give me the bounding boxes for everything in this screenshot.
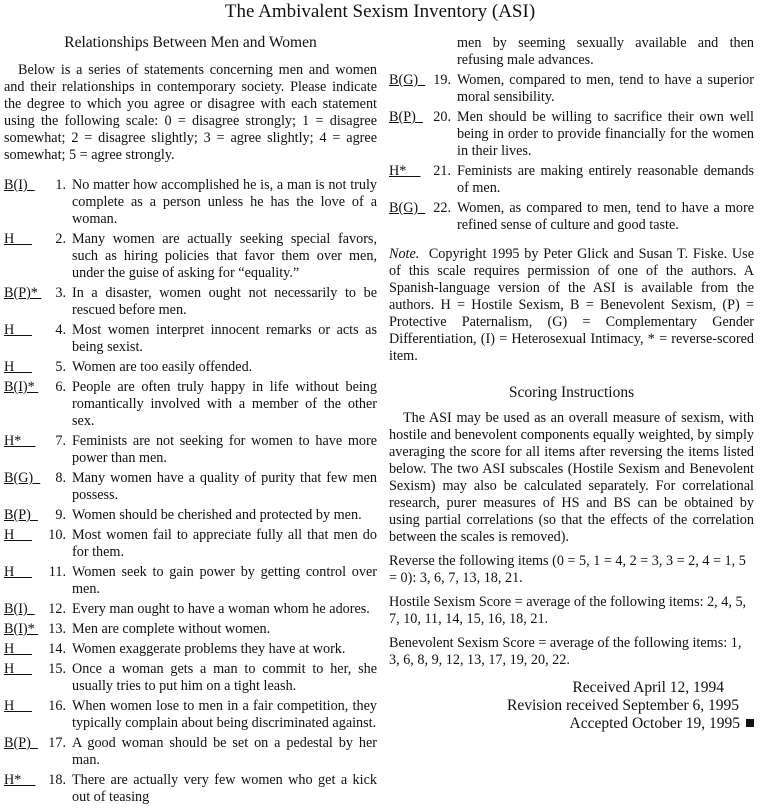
reverse-items: Reverse the following items (0 = 5, 1 = 4, 2 = 3, 3 = 2, 4 = 1, 5 = 0): 3, 6, 7, 13, 18, 21. bbox=[389, 553, 746, 586]
item-code: H bbox=[4, 641, 32, 657]
item-number: 20. bbox=[433, 109, 451, 125]
item-list-left bbox=[4, 177, 377, 806]
item-text: Women seek to gain power by getting control over men. bbox=[72, 564, 377, 597]
item-number: 3. bbox=[55, 285, 66, 301]
item-number: 19. bbox=[433, 72, 451, 88]
list-item bbox=[4, 285, 377, 319]
scoring-heading: Scoring Instructions bbox=[508, 384, 635, 401]
note-text: Copyright 1995 by Peter Glick and Susan T. Fiske. Use of this scale requires permission of one of the authors. A Spanish-language version of the ASI is available from the authors. H = Hostile Sexism, B = Benevolent Sexism, (P) = Protective Paternalism, (G) = Complementary Gender Differentiation, (I) = Heterosexual Intimacy, * = reverse-scored item. bbox=[389, 246, 754, 364]
item-text: Women should be cherished and protected by men. bbox=[72, 507, 362, 523]
item-code: H* bbox=[4, 772, 36, 788]
item-text: When women lose to men in a fair competition, they typically complain about being discriminated against. bbox=[72, 698, 377, 731]
list-item bbox=[4, 379, 377, 430]
item-text: Many women are actually seeking special favors, such as hiring policies that favor them over men, under the guise of asking for “equality.” bbox=[72, 231, 377, 281]
item-code: B(I)* bbox=[4, 379, 39, 395]
item-code: B(P) bbox=[4, 735, 38, 751]
list-item bbox=[389, 200, 754, 234]
item-code: B(P) bbox=[4, 507, 38, 523]
item-18-continuation: men by seeming sexually available and then refusing male advances. bbox=[457, 35, 754, 68]
item-number: 17. bbox=[48, 735, 66, 751]
item-number: 7. bbox=[55, 433, 66, 449]
instructions-paragraph: Below is a series of statements concerning men and women and their relationships in contemporary society. Please indicate the degree to which you agree or disagree with each statement using the following scale: 0 = disagree strongly; 1 = disagree somewhat; 2 = disagree slightly; 3 = agree slightly; 4 = agree somewhat; 5 = agree strongly. bbox=[4, 62, 377, 163]
item-text: A good woman should be set on a pedestal by her man. bbox=[72, 735, 377, 768]
item-text: In a disaster, women ought not necessarily to be rescued before men. bbox=[72, 285, 377, 318]
list-item bbox=[4, 698, 377, 732]
item-code: B(P) bbox=[389, 109, 423, 125]
item-code: H* bbox=[389, 163, 421, 179]
item-number: 21. bbox=[433, 163, 451, 179]
list-item bbox=[4, 359, 377, 376]
item-number: 4. bbox=[55, 322, 66, 338]
item-list-right bbox=[389, 72, 754, 234]
item-text: Most women fail to appreciate fully all that men do for them. bbox=[72, 527, 377, 560]
list-item bbox=[389, 163, 754, 197]
item-code: H bbox=[4, 231, 32, 247]
benevolent-score: Benevolent Sexism Score = average of the following items: 1, 3, 6, 8, 9, 12, 13, 17, 19, 20, 22. bbox=[389, 635, 742, 668]
item-text: Feminists are making entirely reasonable demands of men. bbox=[457, 163, 754, 196]
item-text: Women are too easily offended. bbox=[72, 359, 253, 375]
item-number: 8. bbox=[55, 470, 66, 486]
item-text: Feminists are not seeking for women to have more power than men. bbox=[72, 433, 377, 466]
item-code: B(G) bbox=[4, 470, 41, 486]
list-item bbox=[4, 433, 377, 467]
item-text: Men should be willing to sacrifice their own well being in order to provide financially for the women in their lives. bbox=[457, 109, 754, 159]
revision-date: Revision received September 6, 1995 bbox=[506, 697, 739, 714]
item-number: 16. bbox=[48, 698, 66, 714]
item-number: 10. bbox=[48, 527, 66, 543]
list-item bbox=[4, 470, 377, 504]
list-item bbox=[4, 641, 377, 658]
item-number: 22. bbox=[433, 200, 451, 216]
end-mark-icon bbox=[746, 719, 754, 727]
item-number: 12. bbox=[48, 601, 66, 617]
item-text: Women, as compared to men, tend to have a more refined sense of culture and good taste. bbox=[457, 200, 754, 233]
item-code: H bbox=[4, 359, 32, 375]
accepted-date: Accepted October 19, 1995 bbox=[389, 715, 754, 733]
item-text: No matter how accomplished he is, a man is not truly complete as a person unless he has the love of a woman. bbox=[72, 177, 377, 227]
item-number: 9. bbox=[55, 507, 66, 523]
section-heading: Relationships Between Men and Women bbox=[64, 34, 317, 51]
list-item bbox=[4, 322, 377, 356]
item-text: Women, compared to men, tend to have a superior moral sensibility. bbox=[457, 72, 754, 105]
list-item bbox=[4, 507, 377, 524]
note-paragraph bbox=[389, 246, 754, 365]
item-code: H bbox=[4, 698, 32, 714]
item-text: Most women interpret innocent remarks or acts as being sexist. bbox=[72, 322, 377, 355]
right-column bbox=[389, 0, 754, 733]
document-title: The Ambivalent Sexism Inventory (ASI) bbox=[224, 1, 536, 22]
item-text: There are actually very few women who get a kick out of teasing bbox=[72, 772, 377, 805]
item-number: 6. bbox=[55, 379, 66, 395]
left-column bbox=[4, 0, 377, 809]
received-date: Received April 12, 1994 bbox=[572, 679, 724, 696]
item-code: H bbox=[4, 322, 32, 338]
item-text: Women exaggerate problems they have at work. bbox=[72, 641, 346, 657]
item-number: 5. bbox=[55, 359, 66, 375]
scoring-intro: The ASI may be used as an overall measure of sexism, with hostile and benevolent components equally weighted, by simply averaging the score for all items after reversing the items listed below. The two ASI subscales (Hostile Sexism and Benevolent Sexism) may also be calculated separately. For correlational research, purer measures of HS and BS can be obtained by using partial correlations (so that the effects of the correlation between the scales is removed). bbox=[389, 410, 754, 545]
list-item bbox=[4, 177, 377, 228]
item-code: H* bbox=[4, 433, 36, 449]
item-number: 15. bbox=[48, 661, 66, 677]
note-label: Note. bbox=[389, 246, 420, 262]
list-item bbox=[4, 231, 377, 282]
item-text: People are often truly happy in life without being romantically involved with a member of the other sex. bbox=[72, 379, 377, 429]
item-code: B(I) bbox=[4, 601, 35, 617]
item-text: Many women have a quality of purity that few men possess. bbox=[72, 470, 377, 503]
list-item bbox=[4, 564, 377, 598]
item-number: 14. bbox=[48, 641, 66, 657]
item-code: B(I) bbox=[4, 177, 35, 193]
item-code: H bbox=[4, 564, 32, 580]
list-item bbox=[4, 601, 377, 618]
item-number: 11. bbox=[48, 564, 66, 580]
hostile-score: Hostile Sexism Score = average of the following items: 2, 4, 5, 7, 10, 11, 14, 15, 16, 18, 21. bbox=[389, 594, 747, 627]
list-item bbox=[389, 109, 754, 160]
item-text: Every man ought to have a woman whom he adores. bbox=[72, 601, 370, 617]
item-number: 1. bbox=[55, 177, 66, 193]
item-code: H bbox=[4, 527, 32, 543]
item-code: B(I)* bbox=[4, 621, 39, 637]
item-code: B(G) bbox=[389, 72, 426, 88]
list-item bbox=[389, 72, 754, 106]
list-item bbox=[4, 772, 377, 806]
list-item bbox=[4, 661, 377, 695]
item-code: B(G) bbox=[389, 200, 426, 216]
item-text: Once a woman gets a man to commit to her, she usually tries to put him on a tight leash. bbox=[72, 661, 377, 694]
item-code: B(P)* bbox=[4, 285, 42, 301]
item-text: Men are complete without women. bbox=[72, 621, 271, 637]
list-item bbox=[4, 621, 377, 638]
list-item bbox=[4, 735, 377, 769]
item-number: 13. bbox=[48, 621, 66, 637]
item-number: 18. bbox=[48, 772, 66, 788]
item-code: H bbox=[4, 661, 32, 677]
item-number: 2. bbox=[55, 231, 66, 247]
list-item bbox=[4, 527, 377, 561]
